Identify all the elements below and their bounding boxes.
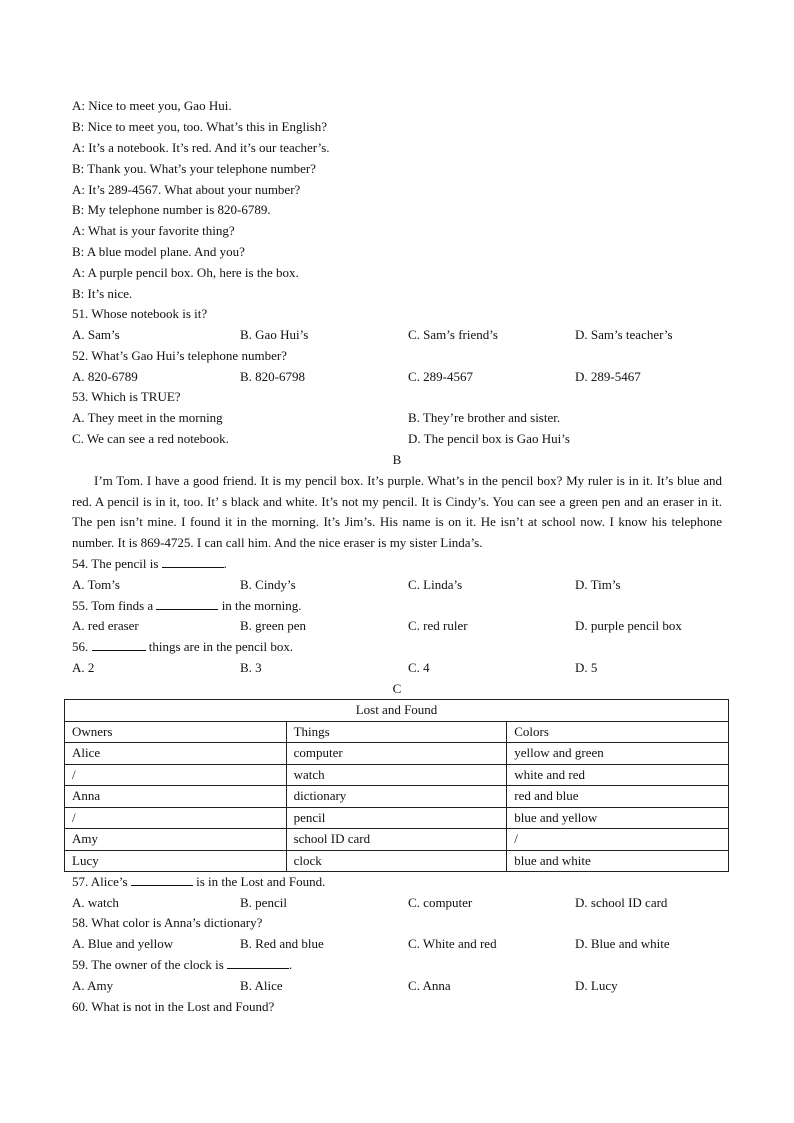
- color-cell: yellow and green: [507, 743, 729, 765]
- option-d[interactable]: D. Lucy: [575, 978, 618, 993]
- dialogue-line: B: It’s nice.: [72, 286, 133, 301]
- option-d[interactable]: D. Tim’s: [575, 577, 621, 592]
- color-cell: red and blue: [507, 786, 729, 808]
- owner-cell: Alice: [65, 743, 287, 765]
- option-c[interactable]: C. computer: [408, 895, 473, 910]
- option-c[interactable]: C. We can see a red notebook.: [72, 431, 229, 446]
- option-d[interactable]: D. 289-5467: [575, 369, 641, 384]
- question-56-end: things are in the pencil box.: [148, 639, 294, 654]
- question-54-options: [72, 575, 732, 595]
- question-53-options-row1: [72, 408, 732, 428]
- answer-blank[interactable]: [92, 650, 146, 651]
- option-a[interactable]: A. Amy: [72, 978, 114, 993]
- option-c[interactable]: C. red ruler: [408, 618, 468, 633]
- table-row: [65, 807, 729, 829]
- option-c[interactable]: C. Anna: [408, 978, 451, 993]
- question-55-options: [72, 616, 732, 636]
- owner-cell: Lucy: [65, 850, 287, 872]
- dialogue-line: A: What is your favorite thing?: [72, 223, 235, 238]
- dialogue-line: A: A purple pencil box. Oh, here is the box.: [72, 265, 299, 280]
- dialogue-line: B: A blue model plane. And you?: [72, 244, 245, 259]
- owner-cell: Amy: [65, 829, 287, 851]
- color-cell: white and red: [507, 764, 729, 786]
- question-57-options: [72, 893, 732, 913]
- question-51-options: [72, 325, 732, 345]
- section-c-heading: C: [392, 681, 402, 696]
- question-54: [72, 554, 227, 574]
- header-owners: Owners: [65, 721, 287, 743]
- option-b[interactable]: B. 820-6798: [240, 369, 305, 384]
- table-row: [65, 743, 729, 765]
- question-54-end: .: [223, 556, 227, 571]
- answer-blank[interactable]: [227, 968, 289, 969]
- question-54-text: 54. The pencil is: [72, 556, 159, 571]
- question-55-text: 55. Tom finds a: [72, 598, 154, 613]
- table-row: [65, 786, 729, 808]
- option-b[interactable]: B. green pen: [240, 618, 307, 633]
- table-title-row: [65, 700, 729, 722]
- question-55: [72, 596, 301, 616]
- thing-cell: pencil: [286, 807, 507, 829]
- question-51: 51. Whose notebook is it?: [72, 306, 208, 321]
- dialogue-line: A: It’s 289-4567. What about your number?: [72, 182, 301, 197]
- table-header-row: [65, 721, 729, 743]
- option-b[interactable]: B. Red and blue: [240, 936, 324, 951]
- question-59-end: .: [289, 957, 293, 972]
- option-a[interactable]: A. 820-6789: [72, 369, 138, 384]
- table-row: [65, 829, 729, 851]
- question-60: 60. What is not in the Lost and Found?: [72, 999, 275, 1014]
- question-52-options: [72, 367, 732, 387]
- question-53-options-row2: [72, 429, 732, 449]
- option-b[interactable]: B. Gao Hui’s: [240, 327, 309, 342]
- option-a[interactable]: A. Blue and yellow: [72, 936, 174, 951]
- option-d[interactable]: D. school ID card: [575, 895, 668, 910]
- thing-cell: watch: [286, 764, 507, 786]
- option-d[interactable]: D. Blue and white: [575, 936, 670, 951]
- option-a[interactable]: A. 2: [72, 660, 95, 675]
- question-58: 58. What color is Anna’s dictionary?: [72, 915, 263, 930]
- dialogue-line: B: Nice to meet you, too. What’s this in English?: [72, 119, 328, 134]
- question-57-end: is in the Lost and Found.: [196, 874, 326, 889]
- option-a[interactable]: A. watch: [72, 895, 119, 910]
- option-a[interactable]: A. Tom’s: [72, 577, 120, 592]
- option-b[interactable]: B. They’re brother and sister.: [408, 410, 561, 425]
- owner-cell: /: [65, 764, 287, 786]
- dialogue-line: A: It’s a notebook. It’s red. And it’s our teacher’s.: [72, 140, 330, 155]
- option-c[interactable]: C. 4: [408, 660, 430, 675]
- section-b-heading: B: [392, 452, 402, 467]
- option-c[interactable]: C. Sam’s friend’s: [408, 327, 498, 342]
- option-d[interactable]: D. 5: [575, 660, 598, 675]
- option-d[interactable]: D. Sam’s teacher’s: [575, 327, 673, 342]
- option-b[interactable]: B. 3: [240, 660, 262, 675]
- question-57: [72, 872, 325, 892]
- lost-and-found-table: [64, 699, 729, 872]
- question-56-options: [72, 658, 732, 678]
- option-b[interactable]: B. pencil: [240, 895, 287, 910]
- table-row: [65, 764, 729, 786]
- option-c[interactable]: C. 289-4567: [408, 369, 473, 384]
- option-d[interactable]: D. purple pencil box: [575, 618, 682, 633]
- option-b[interactable]: B. Alice: [240, 978, 283, 993]
- question-56: [72, 637, 293, 657]
- option-a[interactable]: A. red eraser: [72, 618, 139, 633]
- header-things: Things: [286, 721, 507, 743]
- passage-b: I’m Tom. I have a good friend. It is my pencil box. It’s purple. What’s in the pencil box? My ruler is in it. It’s blue and red. A pencil is in it, too. It’ s black and white. It’s not my pencil. It is Cindy’s. You can see a green pen and an eraser in it. The pen isn’t mine. I found it in the morning. It’s Jim’s. His name is on it. He isn’t at school now. I know his telephone number. It is 869-4725. I can call him. And the nice eraser is my sister Linda’s.: [72, 473, 722, 551]
- question-53: 53. Which is TRUE?: [72, 389, 181, 404]
- option-a[interactable]: A. They meet in the morning: [72, 410, 223, 425]
- question-59: [72, 955, 292, 975]
- table-title: Lost and Found: [65, 700, 729, 722]
- question-58-options: [72, 934, 732, 954]
- color-cell: blue and white: [507, 850, 729, 872]
- option-c[interactable]: C. Linda’s: [408, 577, 463, 592]
- question-56-number: 56.: [72, 639, 89, 654]
- dialogue-line: A: Nice to meet you, Gao Hui.: [72, 98, 232, 113]
- answer-blank[interactable]: [156, 609, 218, 610]
- answer-blank[interactable]: [162, 567, 224, 568]
- thing-cell: school ID card: [286, 829, 507, 851]
- thing-cell: clock: [286, 850, 507, 872]
- question-55-end: in the morning.: [221, 598, 302, 613]
- answer-blank[interactable]: [131, 885, 193, 886]
- question-57-text: 57. Alice’s: [72, 874, 128, 889]
- option-c[interactable]: C. White and red: [408, 936, 497, 951]
- dialogue-line: B: My telephone number is 820-6789.: [72, 202, 271, 217]
- thing-cell: dictionary: [286, 786, 507, 808]
- color-cell: /: [507, 829, 729, 851]
- color-cell: blue and yellow: [507, 807, 729, 829]
- owner-cell: /: [65, 807, 287, 829]
- question-59-text: 59. The owner of the clock is: [72, 957, 224, 972]
- thing-cell: computer: [286, 743, 507, 765]
- option-d[interactable]: D. The pencil box is Gao Hui’s: [408, 431, 570, 446]
- header-colors: Colors: [507, 721, 729, 743]
- question-52: 52. What’s Gao Hui’s telephone number?: [72, 348, 287, 363]
- table-row: [65, 850, 729, 872]
- option-b[interactable]: B. Cindy’s: [240, 577, 296, 592]
- option-a[interactable]: A. Sam’s: [72, 327, 120, 342]
- dialogue-line: B: Thank you. What’s your telephone number?: [72, 161, 316, 176]
- owner-cell: Anna: [65, 786, 287, 808]
- question-59-options: [72, 976, 732, 996]
